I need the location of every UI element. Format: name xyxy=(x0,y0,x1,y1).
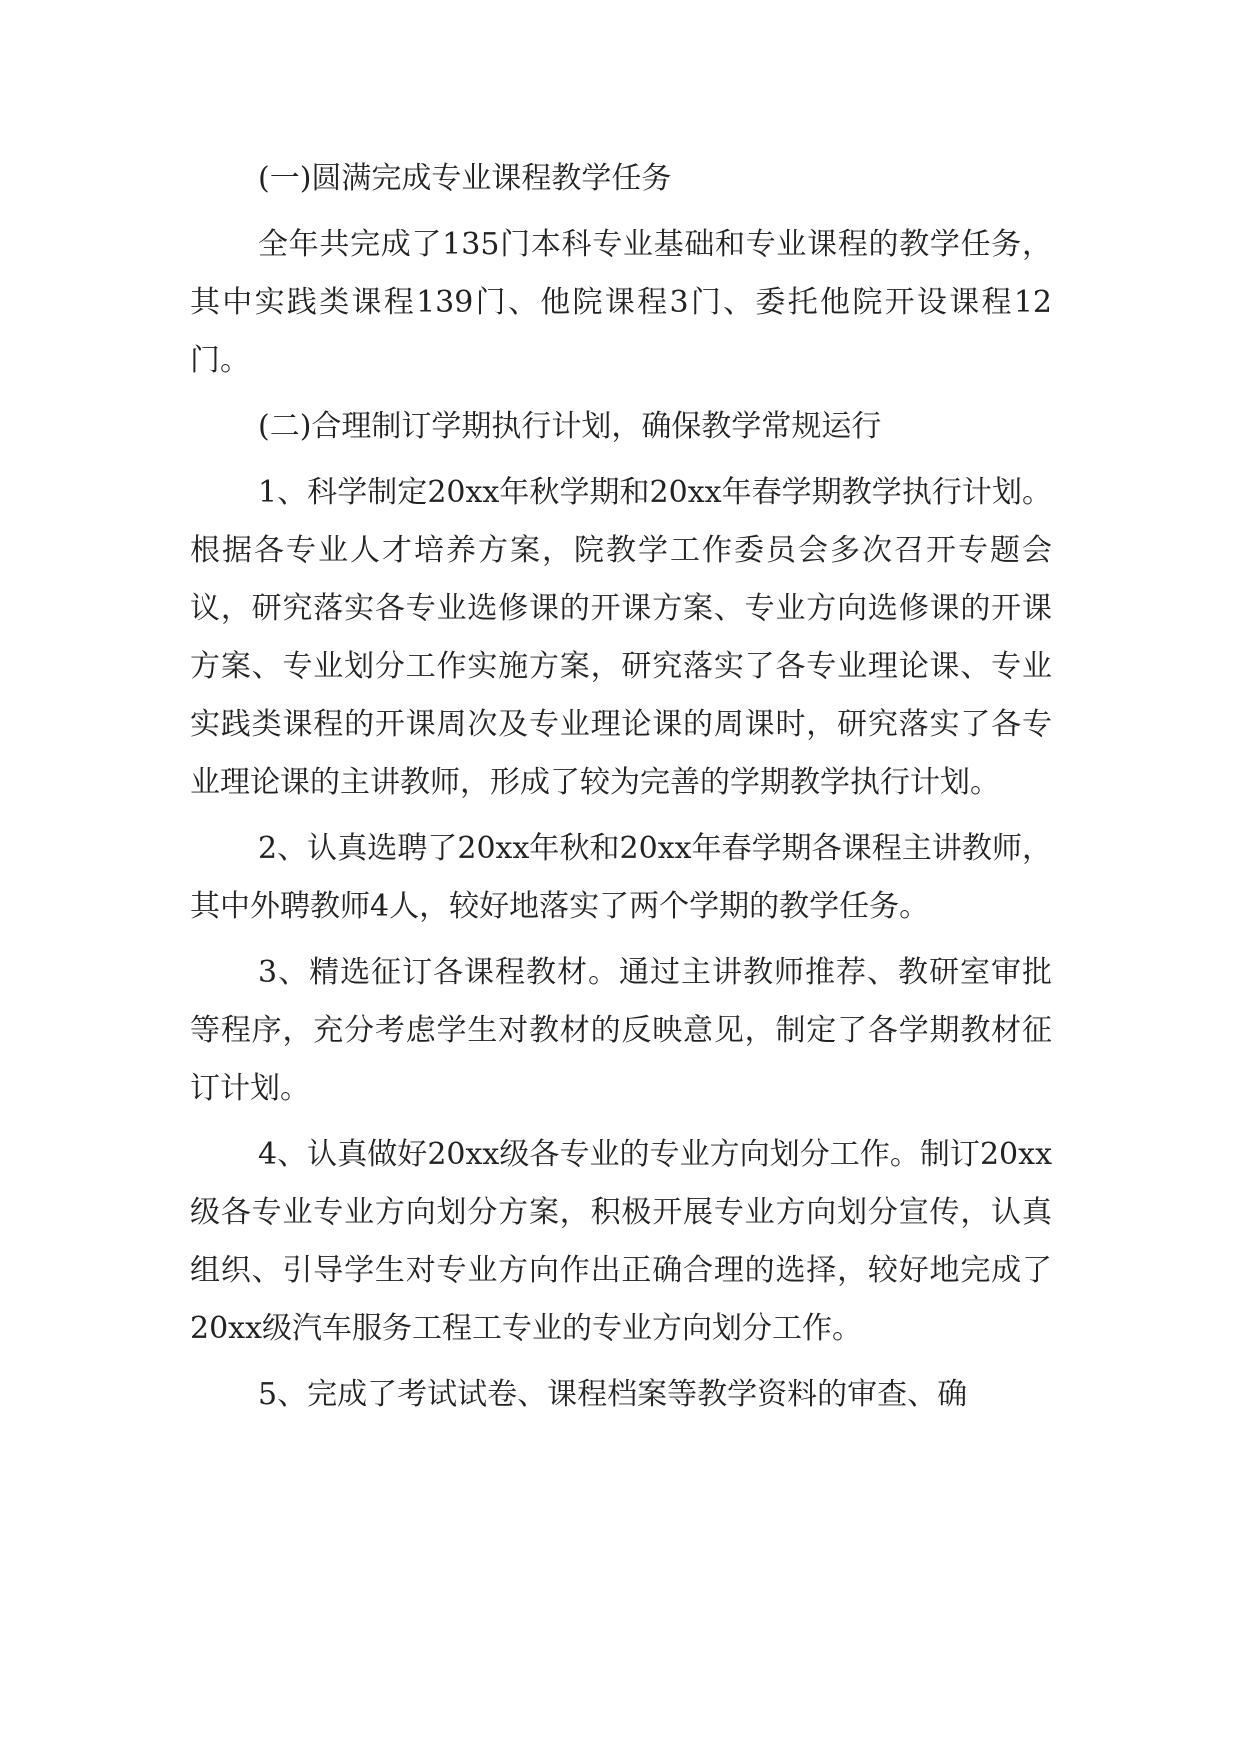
paragraph-item-3: 3、精选征订各课程教材。通过主讲教师推荐、教研室审批等程序，充分考虑学生对教材的反映意见，制定了各学期教材征订计划。 xyxy=(190,955,1052,1106)
paragraph-course-summary: 全年共完成了135门本科专业基础和专业课程的教学任务，其中实践类课程139门、他院课程3门、委托他院开设课程12门。 xyxy=(190,227,1052,378)
paragraph-item-4: 4、认真做好20xx级各专业的专业方向划分工作。制订20xx级各专业专业方向划分方案，积极开展专业方向划分宣传，认真组织、引导学生对专业方向作出正确合理的选择，较好地完成了20xx级汽车服务工程工专业的专业方向划分工作。 xyxy=(190,1137,1052,1346)
paragraph-item-2: 2、认真选聘了20xx年秋和20xx年春学期各课程主讲教师，其中外聘教师4人，较好地落实了两个学期的教学任务。 xyxy=(190,831,1052,924)
section-heading-1: (一)圆满完成专业课程教学任务 xyxy=(258,161,672,196)
paragraph-item-1: 1、科学制定20xx年秋学期和20xx年春学期教学执行计划。根据各专业人才培养方案，院教学工作委员会多次召开专题会议，研究落实各专业选修课的开课方案、专业方向选修课的开课方案、专业划分工作实施方案，研究落实了各专业理论课、专业实践类课程的开课周次及专业理论课的周课时，研究落实了各专业理论课的主讲教师，形成了较为完善的学期教学执行计划。 xyxy=(190,475,1052,800)
paragraph-item-5: 5、完成了考试试卷、课程档案等教学资料的审查、确 xyxy=(258,1377,968,1412)
document-page xyxy=(190,150,1052,1432)
section-heading-2: (二)合理制订学期执行计划，确保教学常规运行 xyxy=(258,409,882,444)
